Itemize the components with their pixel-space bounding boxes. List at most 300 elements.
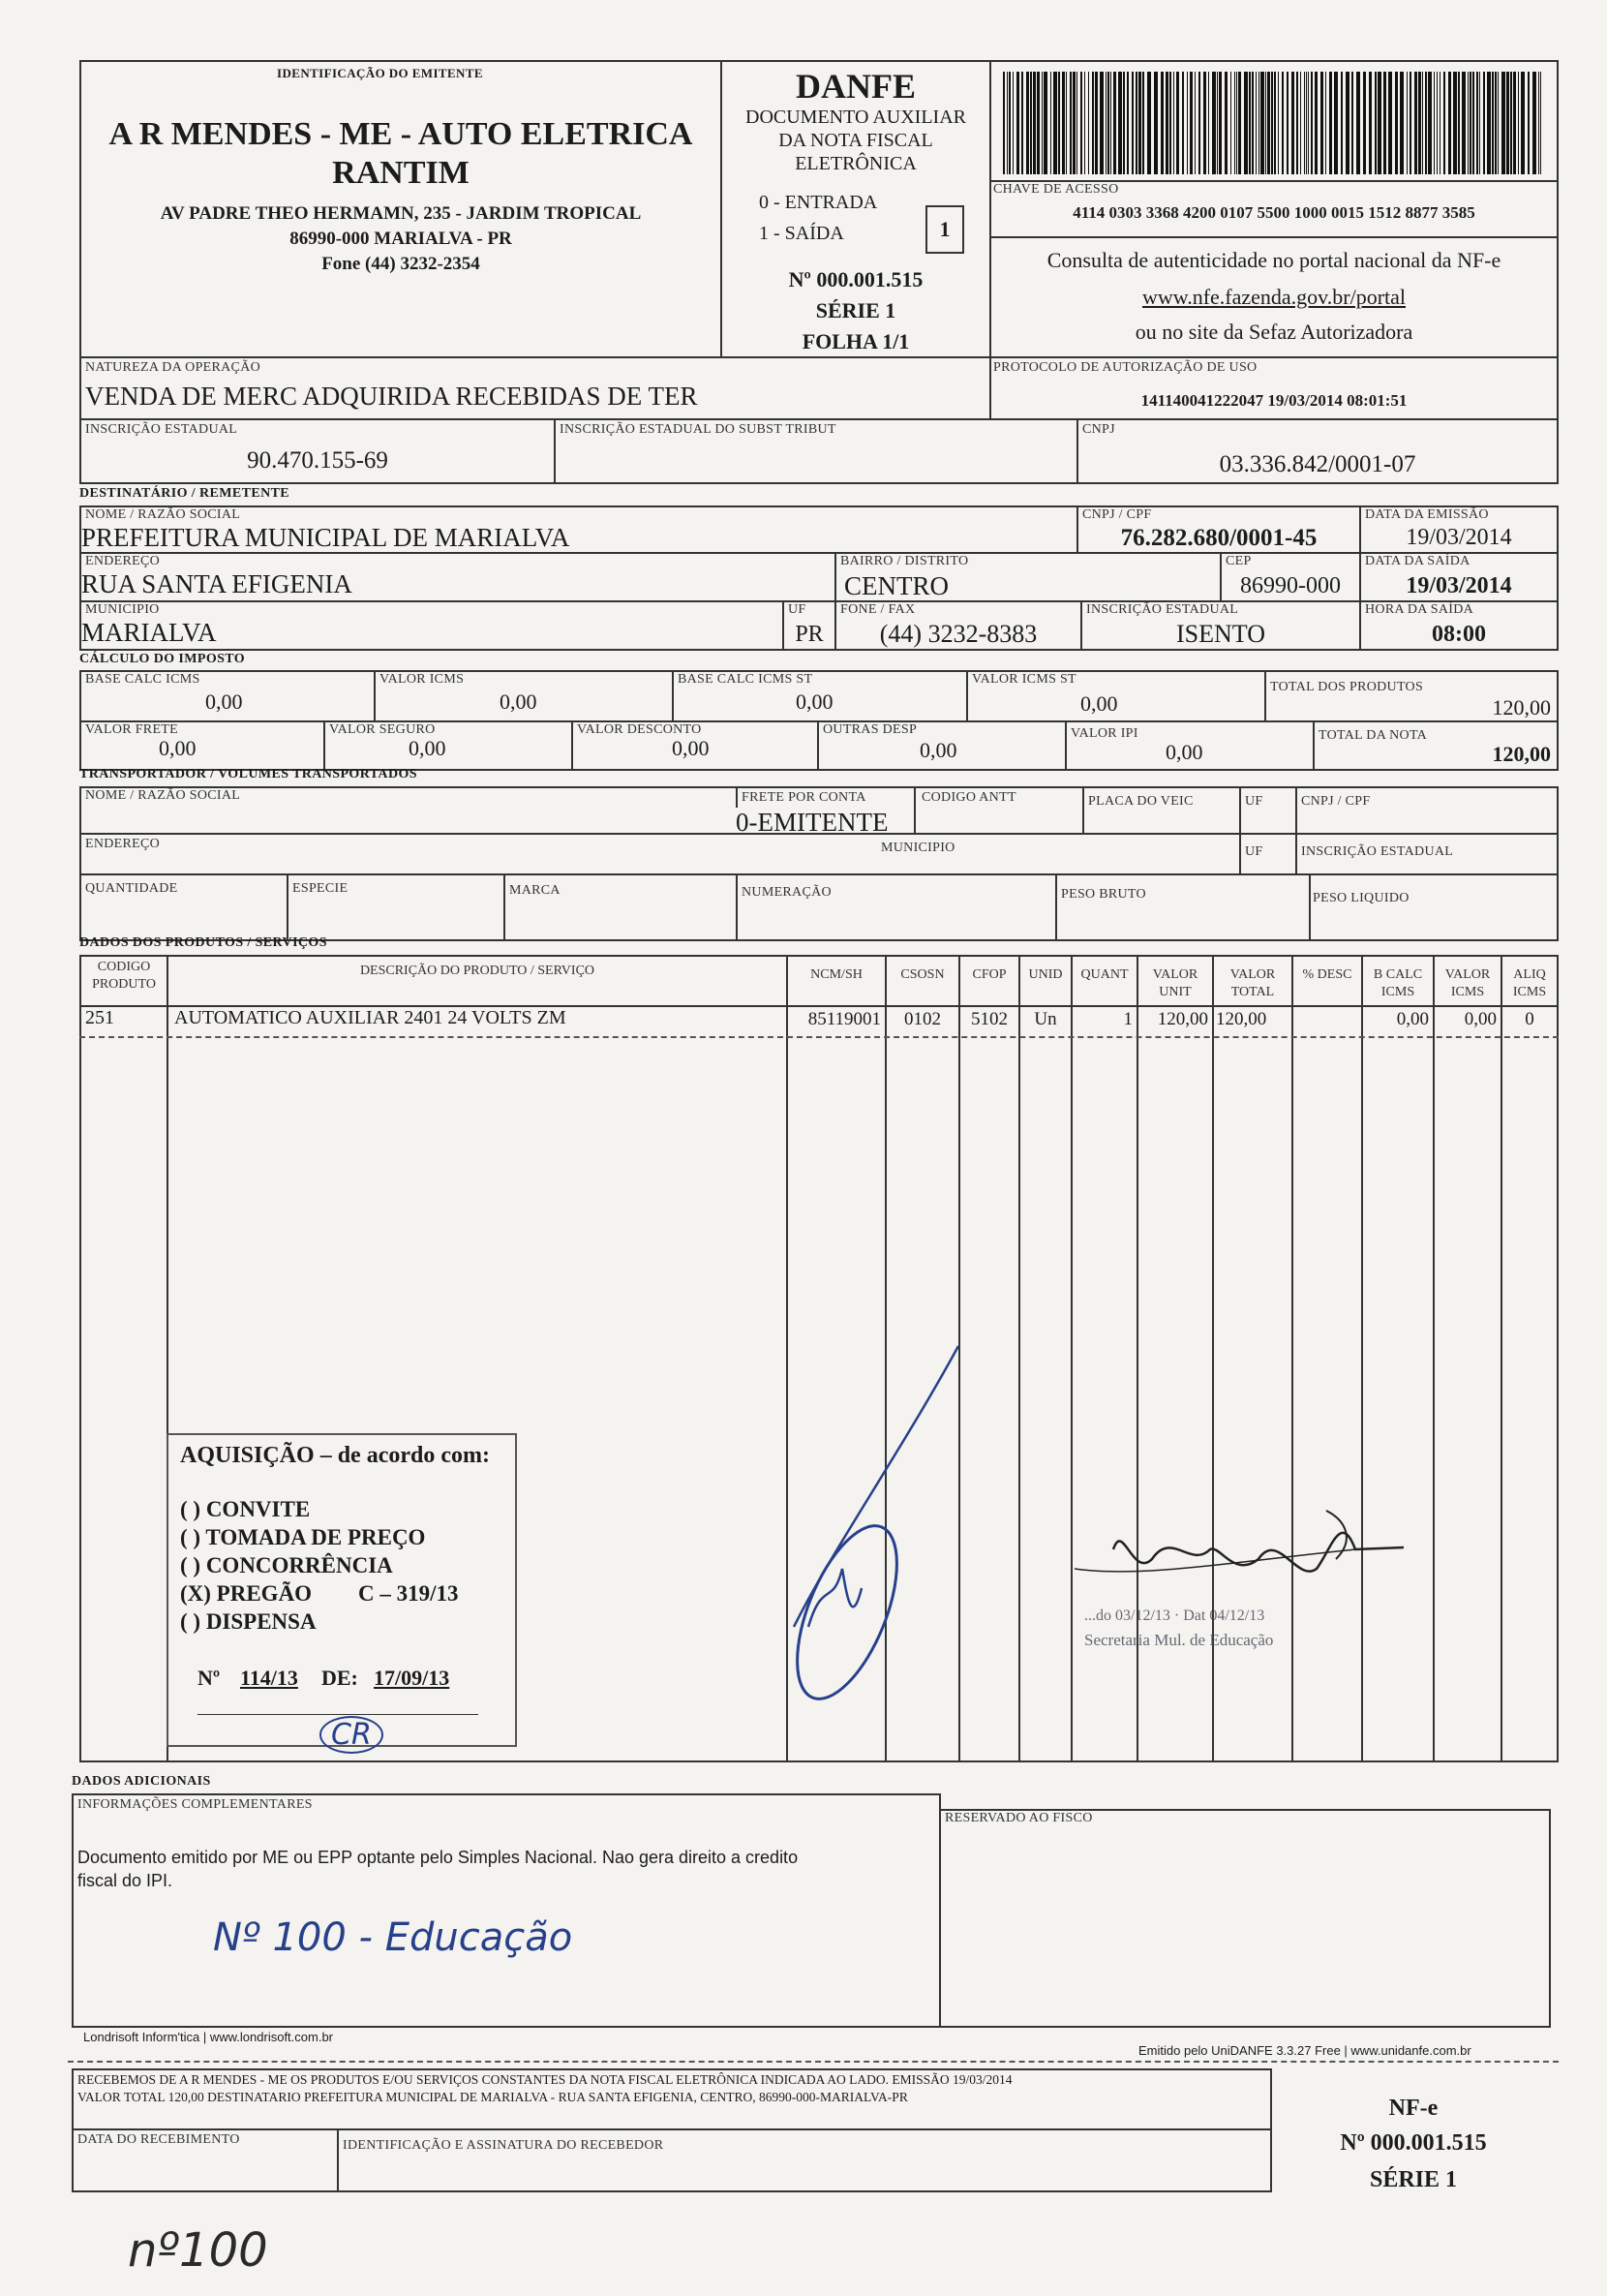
col-divider [1433,955,1435,1762]
barcode-bar [1187,72,1188,174]
barcode-bar [1437,72,1438,174]
barcode-bar [1329,72,1332,174]
natureza-label: NATUREZA DA OPERAÇÃO [85,360,261,375]
adicionais-section-title: DADOS ADICIONAIS [72,1774,211,1789]
protocolo-value: 141140041222047 19/03/2014 08:01:51 [1140,391,1408,410]
transp-ie-label: INSCRIÇÃO ESTADUAL [1301,844,1454,859]
barcode-bar [1016,72,1019,174]
barcode-bar [1154,72,1158,174]
dest-nome-label: NOME / RAZÃO SOCIAL [85,507,241,522]
barcode-bar [1110,72,1111,174]
barcode-bar [1388,72,1392,174]
base-st-value: 0,00 [796,689,834,714]
barcode-bar [1300,72,1301,174]
footer-left: Londrisoft Inform'tica | www.londrisoft.com.br [83,2030,334,2044]
barcode-bar [1142,72,1144,174]
barcode-bar [1410,72,1411,174]
barcode-bar [1238,72,1241,174]
base-icms-label: BASE CALC ICMS [85,672,200,687]
barcode-bar [1487,72,1491,174]
danfe-sub2: DA NOTA FISCAL [778,130,933,151]
barcode-bar [1118,72,1122,174]
td-codigo: 251 [85,1007,114,1028]
emitente-section-title: IDENTIFICAÇÃO DO EMITENTE [277,66,483,80]
barcode-bar [1138,72,1141,174]
desconto-value: 0,00 [672,736,710,760]
barcode-bar [1050,72,1051,174]
cnpj-value: 03.336.842/0001-07 [1219,451,1416,477]
td-vunit: 120,00 [1157,1009,1208,1029]
aquisicao-opt-pregao: (X) PREGÃO [180,1581,313,1606]
barcode-bar [1182,72,1184,174]
td-quant: 1 [1123,1009,1133,1029]
barcode-bar [1334,72,1338,174]
barcode-bar [1249,72,1251,174]
barcode-bar [1540,72,1541,174]
canhoto-ident-label: IDENTIFICAÇÃO E ASSINATURA DO RECEBEDOR [343,2138,664,2153]
td-vicms: 0,00 [1464,1009,1497,1029]
barcode-bar [1265,72,1266,174]
desconto-label: VALOR DESCONTO [577,722,702,737]
aquisicao-rubrica: CR [319,1716,383,1754]
th-descricao: DESCRIÇÃO DO PRODUTO / SERVIÇO [359,964,595,978]
barcode-bar [1369,72,1372,174]
total-nota-label: TOTAL DA NOTA [1319,728,1428,743]
barcode-bar [1501,72,1505,174]
barcode-bar [1212,72,1216,174]
barcode-bar [1346,72,1349,174]
dest-cnpj: 76.282.680/0001-45 [1120,525,1318,551]
td-vtotal: 120,00 [1216,1009,1267,1029]
barcode-bar [1296,72,1298,174]
barcode-bar [1176,72,1179,174]
seguro-label: VALOR SEGURO [329,722,436,737]
barcode-bar [1203,72,1206,174]
valor-st-value: 0,00 [1080,691,1118,716]
dest-saida-label: DATA DA SAÍDA [1365,554,1471,568]
aquisicao-opt-convite: ( ) CONVITE [180,1497,311,1521]
barcode-bar [1320,72,1323,174]
dest-municipio: MARIALVA [81,618,217,647]
valor-icms-value: 0,00 [500,689,537,714]
barcode-bar [1030,72,1032,174]
barcode-bar [1088,72,1089,174]
td-descricao: AUTOMATICO AUXILIAR 2401 24 VOLTS ZM [174,1007,566,1028]
danfe-numero: Nº 000.001.515 [788,267,924,291]
td-aliq: 0 [1525,1009,1534,1029]
col-divider [1291,955,1293,1762]
dest-cep-label: CEP [1226,554,1252,568]
barcode-bar [1132,72,1134,174]
dest-nome: PREFEITURA MUNICIPAL DE MARIALVA [81,523,570,552]
seguro-value: 0,00 [409,736,446,760]
aquisicao-opt-dispensa: ( ) DISPENSA [180,1609,317,1634]
emitente-name-2: RANTIM [332,155,470,191]
barcode-bar [1198,72,1200,174]
barcode-bar [1033,72,1036,174]
dest-bairro: CENTRO [844,571,949,600]
outras-value: 0,00 [920,738,957,762]
barcode-bar [1123,72,1125,174]
barcode-bar [1258,72,1259,174]
barcode-bar [1341,72,1343,174]
danfe-serie: SÉRIE 1 [815,298,896,322]
aquisicao-opt-tomada: ( ) TOMADA DE PREÇO [180,1525,426,1549]
td-bcalc: 0,00 [1396,1009,1429,1029]
danfe-folha: FOLHA 1/1 [802,329,910,353]
carimbo-line-1: ...do 03/12/13 · Dat 04/12/13 [1084,1607,1265,1624]
barcode-bar [1070,72,1072,174]
barcode-bar [1252,72,1254,174]
barcode-bar [1521,72,1525,174]
barcode-bar [1506,72,1509,174]
col-divider [1501,955,1502,1762]
col-divider [1071,955,1073,1762]
barcode-bar [1042,72,1043,174]
danfe-title: DANFE [796,67,916,106]
danfe-sub3: ELETRÔNICA [795,153,917,174]
barcode-bar [1462,72,1466,174]
fisco-box [939,1809,1551,2028]
valor-icms-label: VALOR ICMS [379,672,465,687]
transp-num-label: NUMERAÇÃO [742,885,832,900]
barcode-bar [1037,72,1040,174]
barcode-bar [1136,72,1137,174]
barcode-bar [1217,72,1218,174]
canhoto-nfe: NF-e [1388,2096,1439,2121]
th-quant: QUANT [1080,967,1129,982]
dest-uf-label: UF [788,602,806,617]
barcode-bar [1532,72,1536,174]
aquisicao-num: 114/13 [240,1666,298,1690]
danfe-sub1: DOCUMENTO AUXILIAR [745,107,966,128]
canhoto-text-2: VALOR TOTAL 120,00 DESTINATARIO PREFEITURA MUNICIPAL DE MARIALVA - RUA SANTA EFIGENIA, CENTRO, 86990-000-MARIALVA-PR [77,2090,908,2104]
transp-antt-label: CODIGO ANTT [922,790,1016,805]
barcode-bar [1113,72,1116,174]
col-divider [1018,955,1020,1762]
barcode-bar [1161,72,1164,174]
barcode-bar [1476,72,1478,174]
td-unid: Un [1034,1009,1057,1029]
bottom-handwritten: nº100 [128,2223,268,2278]
barcode-bar [1325,72,1326,174]
barcode-bar [1448,72,1451,174]
barcode-bar [1095,72,1098,174]
barcode-bar [1383,72,1386,174]
barcode-bar [1479,72,1480,174]
aquisicao-de-label: DE: [321,1666,358,1690]
danfe-tipo-box: 1 [925,205,964,254]
ipi-label: VALOR IPI [1071,726,1138,741]
barcode-bar [1470,72,1471,174]
barcode-bar [1208,72,1209,174]
barcode-bar [1080,72,1082,174]
canhoto-data-label: DATA DO RECEBIMENTO [77,2132,240,2147]
barcode-bar [1468,72,1469,174]
barcode-bar [1422,72,1423,174]
dest-municipio-label: MUNICIPIO [85,602,160,617]
transp-num-box [736,873,1057,941]
th-csosn: CSOSN [900,967,945,982]
barcode-bar [1076,72,1077,174]
barcode-bar [1400,72,1404,174]
barcode-bar [1053,72,1057,174]
transp-frete-value: 0-EMITENTE [732,808,892,838]
barcode-bar [1425,72,1427,174]
canhoto-text-1: RECEBEMOS DE A R MENDES - ME OS PRODUTOS E/OU SERVIÇOS CONSTANTES DA NOTA FISCAL ELETRÔNICA INDICADA AO LADO. EMISSÃO 19/03/2014 [77,2072,1013,2087]
barcode-bar [1107,72,1109,174]
info-text-2: fiscal do IPI. [77,1871,173,1890]
canhoto-serie: SÉRIE 1 [1369,2167,1458,2192]
barcode-bar [1483,72,1485,174]
chave-divider-2 [989,236,1559,238]
barcode-bar [1418,72,1421,174]
barcode-bar [1538,72,1539,174]
barcode-bar [1147,72,1151,174]
barcode-bar [1492,72,1494,174]
transp-cnpj-label: CNPJ / CPF [1301,794,1371,809]
th-vtotal: VALOR TOTAL [1229,967,1276,999]
barcode-bar [1363,72,1366,174]
transp-qtd-label: QUANTIDADE [85,881,178,896]
barcode-bar [1230,72,1231,174]
signature-1 [755,1336,978,1704]
dest-hora: 08:00 [1432,622,1486,647]
barcode-bar [1304,72,1305,174]
destinatario-section-title: DESTINATÁRIO / REMETENTE [79,486,290,501]
barcode-bar [1274,72,1276,174]
barcode-bar [1287,72,1289,174]
dest-cep: 86990-000 [1240,573,1341,598]
th-vunit: VALOR UNIT [1152,967,1198,999]
barcode-bar [1173,72,1174,174]
barcode-bar [1260,72,1264,174]
barcode-bar [1003,72,1005,174]
barcode-bar [1378,72,1381,174]
emitente-city: 86990-000 MARIALVA - PR [289,229,512,249]
barcode-bar [1092,72,1094,174]
transp-liquido-label: PESO LIQUIDO [1313,891,1410,905]
th-cfop: CFOP [972,967,1007,982]
transp-frete-label: FRETE POR CONTA [742,790,866,805]
chave-value: 4114 0303 3368 4200 0107 5500 1000 0015 1512 8877 3585 [1073,203,1475,222]
portal-link[interactable]: www.nfe.fazenda.gov.br/portal [1141,285,1407,309]
dest-saida: 19/03/2014 [1406,573,1512,598]
aquisicao-title: AQUISIÇÃO – de acordo com: [180,1443,490,1468]
info-text-1: Documento emitido por ME ou EPP optante pelo Simples Nacional. Nao gera direito a credito [77,1848,799,1867]
barcode-bar [1166,72,1168,174]
barcode-bar [1311,72,1313,174]
cnpj-label: CNPJ [1082,422,1115,437]
barcode-bar [1058,72,1060,174]
barcode-bar [1434,72,1435,174]
barcode-bar [1375,72,1377,174]
produtos-section-title: DADOS DOS PRODUTOS / SERVIÇOS [79,935,327,950]
total-prod-label: TOTAL DOS PRODUTOS [1270,680,1424,694]
barcode-bar [1278,72,1279,174]
dest-ie: ISENTO [1176,620,1265,648]
signature-2 [1065,1491,1413,1617]
row-divider [79,1036,1559,1038]
natureza-value: VENDA DE MERC ADQUIRIDA RECEBIDAS DE TER [85,382,698,411]
col-divider [1361,955,1363,1762]
info-box [72,1793,941,2028]
barcode-bar [1518,72,1519,174]
barcode [1003,72,1545,174]
th-codigo: CODIGO PRODUTO [92,960,156,992]
barcode-bar [1013,72,1014,174]
aquisicao-line [197,1714,478,1715]
protocolo-label: PROTOCOLO DE AUTORIZAÇÃO DE USO [993,360,1258,375]
dest-emissao-label: DATA DA EMISSÃO [1365,507,1489,522]
footer-right: Emitido pelo UniDANFE 3.3.27 Free | www.unidanfe.com.br [1138,2043,1471,2058]
transportador-section-title: TRANSPORTADOR / VOLUMES TRANSPORTADOS [79,767,417,781]
barcode-bar [1106,72,1107,174]
barcode-bar [1443,72,1445,174]
transp-liquido-box [1309,873,1559,941]
dest-emissao: 19/03/2014 [1406,525,1512,550]
barcode-bar [1007,72,1008,174]
barcode-bar [1498,72,1499,174]
carimbo-line-2: Secretaria Mul. de Educação [1084,1631,1274,1649]
barcode-bar [1472,72,1474,174]
total-nota-value: 120,00 [1492,742,1551,766]
dest-endereco-label: ENDEREÇO [85,554,161,568]
barcode-bar [1513,72,1516,174]
barcode-bar [1267,72,1270,174]
outras-label: OUTRAS DESP [823,722,918,737]
transp-marca-label: MARCA [509,883,561,898]
barcode-bar [1236,72,1237,174]
barcode-bar [1495,72,1497,174]
ie-st-label: INSCRIÇÃO ESTADUAL DO SUBST TRIBUT [560,422,836,437]
barcode-bar [1306,72,1307,174]
danfe-entrada: 0 - ENTRADA [759,192,878,213]
barcode-bar [1407,72,1408,174]
barcode-bar [1308,72,1309,174]
transp-uf2-label: UF [1245,844,1263,859]
barcode-bar [1100,72,1104,174]
barcode-bar [1044,72,1047,174]
consulta-text: Consulta de autenticidade no portal nacional da NF-e [1046,248,1501,272]
barcode-bar [1315,72,1318,174]
dest-hora-label: HORA DA SAÍDA [1365,602,1474,617]
fisco-label: RESERVADO AO FISCO [945,1811,1093,1825]
imposto-section-title: CÁLCULO DO IMPOSTO [79,652,246,666]
barcode-bar [1021,72,1023,174]
barcode-bar [1453,72,1457,174]
dest-bairro-label: BAIRRO / DISTRITO [840,554,969,568]
barcode-bar [1190,72,1193,174]
barcode-bar [1244,72,1248,174]
barcode-bar [1066,72,1067,174]
barcode-bar [1414,72,1417,174]
barcode-bar [1428,72,1432,174]
consulta-text-2: ou no site da Sefaz Autorizadora [1135,320,1413,344]
dest-fone-label: FONE / FAX [840,602,916,617]
transp-placa-label: PLACA DO VEIC [1088,794,1194,809]
barcode-bar [1062,72,1065,174]
th-unid: UNID [1028,967,1063,982]
chave-label: CHAVE DE ACESSO [993,182,1119,197]
aquisicao-opt-concorrencia: ( ) CONCORRÊNCIA [180,1553,393,1577]
barcode-bar [1528,72,1530,174]
valor-st-label: VALOR ICMS ST [972,672,1076,687]
barcode-bar [1026,72,1029,174]
barcode-bar [1256,72,1257,174]
transp-bruto-box [1055,873,1311,941]
barcode-bar [1127,72,1129,174]
barcode-bar [1009,72,1011,174]
danfe-saida: 1 - SAÍDA [759,223,844,244]
barcode-bar [1234,72,1235,174]
barcode-bar [1395,72,1398,174]
barcode-bar [1084,72,1085,174]
th-desc: % DESC [1302,967,1352,982]
th-aliq: ALIQ ICMS [1512,967,1547,999]
transp-mun-label: MUNICIPIO [881,841,955,855]
ie-label: INSCRIÇÃO ESTADUAL [85,422,238,437]
cut-line [68,2061,1559,2063]
transp-uf-label: UF [1245,794,1263,809]
transp-nome-label: NOME / RAZÃO SOCIAL [85,788,241,803]
info-label: INFORMAÇÕES COMPLEMENTARES [77,1797,313,1812]
dest-ie-label: INSCRIÇÃO ESTADUAL [1086,602,1239,617]
ipi-value: 0,00 [1166,740,1203,764]
base-st-label: BASE CALC ICMS ST [678,672,813,687]
th-bcalc: B CALC ICMS [1373,967,1423,999]
dest-endereco: RUA SANTA EFIGENIA [81,569,352,598]
emitente-name-1: A R MENDES - ME - AUTO ELETRICA [108,116,693,152]
transp-end-box [79,833,1241,875]
frete-value: 0,00 [159,736,197,760]
barcode-bar [1356,72,1360,174]
td-ncm: 85119001 [807,1009,881,1029]
barcode-bar [1195,72,1196,174]
barcode-bar [1282,72,1284,174]
barcode-bar [1169,72,1171,174]
dest-cnpj-label: CNPJ / CPF [1082,507,1152,522]
transp-bruto-label: PESO BRUTO [1061,887,1146,902]
base-icms-value: 0,00 [205,689,243,714]
th-ncm: NCM/SH [810,967,863,982]
dest-uf: PR [795,622,824,647]
total-prod-value: 120,00 [1492,695,1551,719]
canhoto-numero: Nº 000.001.515 [1340,2130,1487,2156]
emitente-phone: Fone (44) 3232-2354 [321,254,480,274]
aquisicao-data: 17/09/13 [374,1666,450,1690]
barcode-bar [1073,72,1076,174]
ie-value: 90.470.155-69 [247,447,388,474]
emitente-address: AV PADRE THEO HERMAMN, 235 - JARDIM TROPICAL [160,203,642,224]
transp-end-label: ENDEREÇO [85,837,161,851]
barcode-bar [1458,72,1460,174]
td-cfop: 5102 [971,1009,1008,1029]
transp-especie-label: ESPECIE [292,881,349,896]
frete-label: VALOR FRETE [85,722,178,737]
barcode-bar [1291,72,1294,174]
barcode-bar [1510,72,1512,174]
th-vicms: VALOR ICMS [1444,967,1491,999]
barcode-bar [1219,72,1222,174]
dest-fone: (44) 3232-8383 [879,620,1038,648]
handwritten-note: Nº 100 - Educação [213,1915,573,1960]
barcode-bar [1225,72,1228,174]
barcode-bar [1351,72,1353,174]
td-csosn: 0102 [904,1009,941,1029]
aquisicao-pregao-ref: C – 319/13 [358,1581,459,1606]
barcode-bar [1271,72,1273,174]
